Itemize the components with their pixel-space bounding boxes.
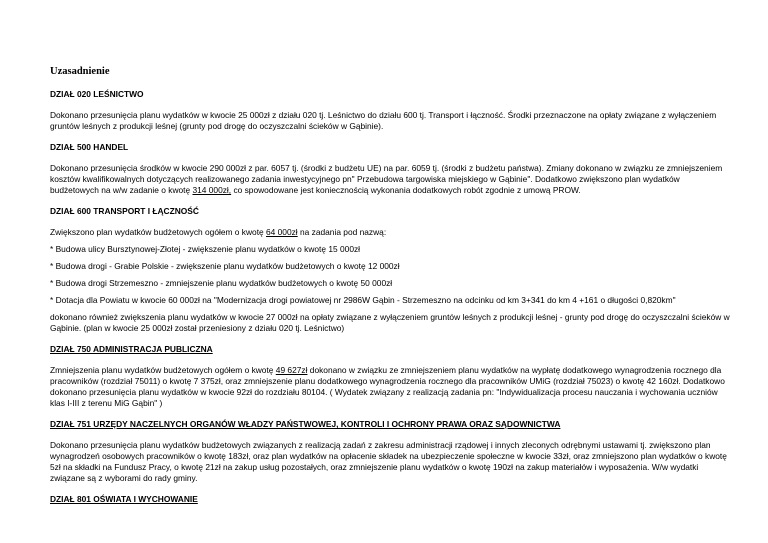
section-heading-751: DZIAŁ 751 URZĘDY NACZELNYCH ORGANÓW WŁADZY PAŃSTWOWEJ, KONTROLI I OCHRONY PRAWA ORAZ SĄDOWNICTWA: [50, 419, 561, 429]
section-750-paragraph: [50, 365, 730, 409]
section-500-text-b: co spowodowane jest koniecznością wykonania dodatkowych robót zgodnie z umową PROW.: [231, 185, 581, 195]
section-heading-020: DZIAŁ 020 LEŚNICTWO: [50, 89, 144, 99]
section-600-item: * Budowa drogi - Grabie Polskie - zwiększenie planu wydatków budżetowych o kwotę 12 000zł: [50, 261, 400, 271]
document-title: Uzasadnienie: [50, 66, 110, 77]
section-heading-750: DZIAŁ 750 ADMINISTRACJA PUBLICZNA: [50, 344, 213, 354]
section-020-paragraph: Dokonano przesunięcia planu wydatków w kwocie 25 000zł z działu 020 tj. Leśnictwo do działu 600 tj. Transport i łączność. Środki przeznaczone na opłaty związane z wyłączeniem gruntów leśnych z produkcji leśnej (grunty pod drogę do oczyszczalni ścieków w Gąbinie).: [50, 110, 717, 131]
section-751-paragraph: Dokonano przesunięcia planu wydatków budżetowych związanych z realizacją zadań z zakresu administracji rządowej i innych zleconych odrębnymi ustawami tj. zwiększono plan wynagrodzeń osobowych pracowników o kwotę 183zł, oraz plan wydatków na opłacenie składek na ubezpieczenie społeczne w kwocie 33zł, oraz zmniejszono plan wydatków o kwotę 5zł na składki na Fundusz Pracy, o kwotę 21zł na zakup usług pozostałych, oraz zmniejszenie planu wydatków o kwotę 190zł na zakup materiałów i wyposażenia. W/w wydatki związane są z wyborami do rady gminy.: [50, 440, 727, 483]
section-750-text-a: Zmniejszenia planu wydatków budżetowych ogółem o kwotę: [50, 365, 276, 375]
section-600-item: * Budowa drogi Strzemeszno - zmniejszenie planu wydatków budżetowych o kwotę 50 000zł: [50, 278, 393, 288]
section-600-intro: [50, 227, 730, 238]
section-500-text-a: Dokonano przesunięcia środków w kwocie 290 000zł z par. 6057 tj. (środki z budżetu UE) na par. 6059 tj. (środki z budżetu państwa). Zmiany dokonano w związku ze zmniejszeniem kosztów kwalifikowalnych dotyczących realizowanego zadania inwestycyjnego pn" Przebudowa targowiska miejskiego w Gąbinie". Dodatkowo zwiększono plan wydatków budżetowych na w/w zadanie o kwotę: [50, 163, 723, 195]
section-500-paragraph: [50, 163, 730, 196]
section-heading-600: DZIAŁ 600 TRANSPORT I ŁĄCZNOŚĆ: [50, 206, 199, 216]
section-750-text-b: dokonano w związku ze zmniejszeniem planu wydatków na wypłatę dodatkowego wynagrodzenia rocznego dla pracowników (rozdział 75011) o kwotę 7 375zł, oraz zmniejszenie planu dodatkowego wynagrodzenia rocznego dla pracowników UMiG (rozdział 75023) o kwotę 42 160zł. Dodatkowo dokonano przesunięcia planu wydatków w kwocie 92zł do rozdziału 80104. ( Wydatek związany z realizacją zadania pn: "Indywidualizacja procesu nauczania i wychowania uczniów klas I-III z terenu MiG Gąbin" ): [50, 365, 725, 408]
section-600-text-b: na zadania pod nazwą:: [297, 227, 387, 237]
section-heading-500: DZIAŁ 500 HANDEL: [50, 142, 129, 152]
section-600-amount: 64 000zł: [266, 227, 298, 237]
section-600-item: * Dotacja dla Powiatu w kwocie 60 000zł na "Modernizacja drogi powiatowej nr 2986W Gąbin - Strzemeszno na odcinku od km 3+341 do km 4 +161 o długości 0,820km": [50, 295, 676, 305]
document-page: [50, 66, 730, 515]
section-500-amount: 314 000zł,: [192, 185, 232, 195]
section-600-item: * Budowa ulicy Bursztynowej-Złotej - zwiększenie planu wydatków o kwotę 15 000zł: [50, 244, 361, 254]
section-750-amount: 49 627zł: [275, 365, 308, 375]
section-heading-801: DZIAŁ 801 OŚWIATA I WYCHOWANIE: [50, 494, 198, 504]
section-600-text-a: Zwiększono plan wydatków budżetowych ogółem o kwotę: [50, 227, 266, 237]
section-600-paragraph: dokonano również zwiększenia planu wydatków w kwocie 27 000zł na opłaty związane z wyłączeniem gruntów leśnych z produkcji leśnej - grunty pod drogę do oczyszczalni ścieków w Gąbinie. (plan w kwocie 25 000zł został przeniesiony z działu 020 tj. Leśnictwo): [50, 312, 730, 333]
